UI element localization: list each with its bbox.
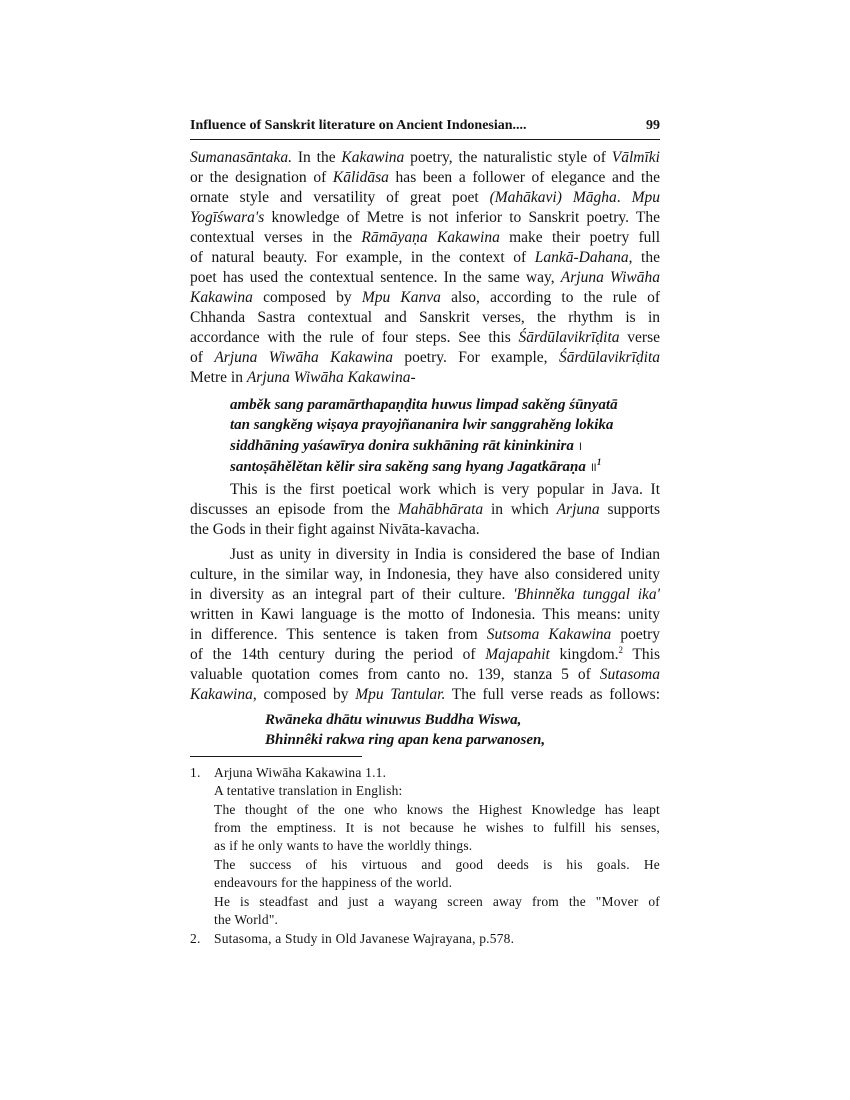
page-header [190, 117, 660, 140]
body-line: Sumanasāntaka. In the Kakawina poetry, the naturalistic style of Vālmīki [190, 149, 660, 166]
body-line: of the 14th century during the period of Majapahit kingdom.$^2$ This [190, 644, 660, 663]
verse-danda: । [577, 439, 583, 453]
body-line: discusses an episode from the Mahābhārata in which Arjuna supports [190, 501, 660, 518]
body-line: or the designation of Kālidāsa has been a follower of elegance and the [190, 169, 660, 186]
footnote-divider [190, 756, 362, 757]
footnote-line: The success of his virtuous and good deeds is his goals. He [214, 857, 660, 872]
body-line: the Gods in their fight against Nivāta-kavacha. [190, 521, 480, 538]
footnote-ref: 1 [596, 457, 602, 467]
body-line: of Arjuna Wiwāha Kakawina poetry. For example, Śārdūlavikrīḍita [190, 349, 660, 366]
footnote-line: The thought of the one who knows the Highest Knowledge has leapt [214, 802, 660, 817]
verse-line: siddhāning yaśawīrya donira sukhāning rāt kininkinira । [230, 438, 583, 454]
running-title: Influence of Sanskrit literature on Ancient Indonesian.... [190, 118, 527, 133]
footnote-number: 2. [190, 931, 201, 946]
body-line: Chhanda Sastra contextual and Sanskrit verses, the rhythm is in [190, 309, 660, 326]
footnote-line: as if he only wants to have the worldly things. [214, 838, 473, 853]
body-line: accordance with the rule of four steps. See this Śārdūlavikrīḍita verse [190, 329, 660, 346]
body-line: poet has used the contextual sentence. In the same way, Arjuna Wiwāha [190, 269, 660, 286]
page-number: 99 [646, 118, 660, 133]
footnote-line: from the emptiness. It is not because he wishes to fulfill his senses, [214, 820, 660, 835]
footnote-line: Sutasoma, a Study in Old Javanese Wajrayana, p.578. [214, 931, 515, 946]
body-line: in difference. This sentence is taken from Sutsoma Kakawina poetry [190, 626, 660, 643]
body-line: ornate style and versatility of great poet (Mahākavi) Māgha. Mpu [190, 189, 660, 206]
verse-line: Rwāneka dhātu winuwus Buddha Wiswa, [265, 712, 522, 728]
body-line: Metre in Arjuna Wiwāha Kakawina- [190, 369, 416, 386]
body-line: Yogīśwara's knowledge of Metre is not inferior to Sanskrit poetry. The [190, 209, 660, 226]
body-line: valuable quotation comes from canto no. 139, stanza 5 of Sutasoma [190, 666, 660, 683]
footnote-ref: 2 [618, 644, 624, 655]
body-line: Kakawina composed by Mpu Kanva also, according to the rule of [190, 289, 660, 306]
verse-line: tan sangkěng wiṣaya prayojñananira lwir sanggrahěng lokika [230, 417, 614, 433]
footnote-line: endeavours for the happiness of the world. [214, 875, 453, 890]
body-line: contextual verses in the Rāmāyaṇa Kakawina make their poetry full [190, 229, 661, 246]
body-line: culture, in the similar way, in Indonesia, they have also considered unity [190, 566, 660, 583]
verse-double-danda: ॥ [589, 460, 597, 474]
body-line: written in Kawi language is the motto of Indonesia. This means: unity [190, 606, 660, 623]
verse-line: santoṣāhělětan kělir sira sakěng sang hyang Jagatkāraṇa ॥$^1$ [230, 457, 602, 475]
verse-line: amběk sang paramārthapaṇḍita huwus limpad sakěng śūnyatā [230, 397, 618, 413]
verse-line: Bhinnêki rakwa ring apan kena parwanosen, [265, 732, 546, 748]
footnote-line: A tentative translation in English: [214, 783, 403, 798]
body-line: This is the first poetical work which is very popular in Java. It [230, 481, 660, 498]
footnote-line: the World". [214, 912, 279, 927]
footnote-line: He is steadfast and just a wayang screen away from the "Mover of [214, 894, 660, 909]
body-line: Kakawina, composed by Mpu Tantular. The full verse reads as follows: [190, 686, 660, 703]
body-line: Just as unity in diversity in India is considered the base of Indian [230, 546, 660, 563]
footnote-number: 1. [190, 765, 201, 780]
body-line: in diversity as an integral part of their culture. 'Bhinněka tunggal ika' [190, 586, 660, 603]
footnote-line: Arjuna Wiwāha Kakawina 1.1. [214, 765, 387, 780]
body-line: of natural beauty. For example, in the context of Lankā-Dahana, the [190, 249, 660, 266]
